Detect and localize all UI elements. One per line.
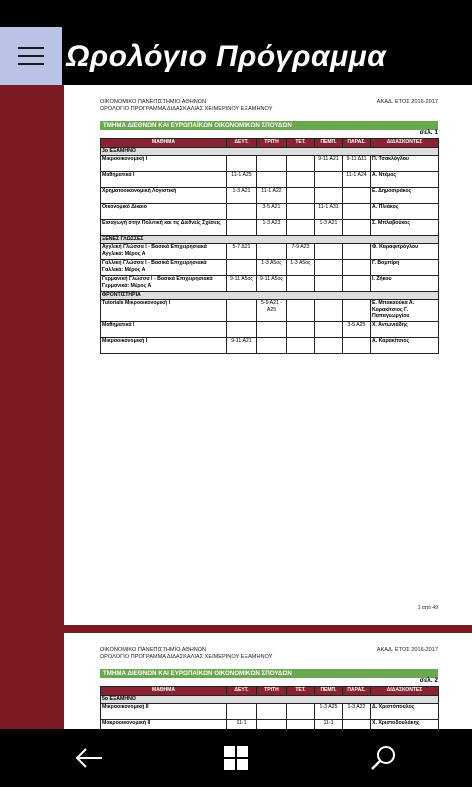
thursday-cell: [315, 172, 343, 188]
wednesday-cell: [287, 156, 315, 172]
table-row: [101, 720, 439, 730]
subject-cell: Μαθηματικά Ι: [101, 172, 227, 188]
subject-cell: Χρηματοοικονομική Λογιστική: [101, 188, 227, 204]
friday-cell: [343, 188, 371, 204]
teacher-cell: Α. Καρακίτσιος: [371, 338, 439, 354]
app-header: [0, 27, 472, 85]
section-label: 3ο ΕΞΑΜΗΝΟ: [101, 148, 439, 156]
column-header: ΔΙΔΑΣΚΟΝΤΕΣ: [371, 687, 439, 696]
column-header: ΔΙΔΑΣΚΟΝΤΕΣ: [371, 139, 439, 148]
tuesday-cell: [257, 244, 287, 260]
subject-cell: Μικροοικονομική Ι: [101, 156, 227, 172]
tuesday-cell: [257, 704, 287, 720]
tuesday-cell: 5-9 Α21 - Α25: [257, 300, 287, 322]
system-nav-bar: [0, 729, 472, 787]
wednesday-cell: [287, 220, 315, 236]
thursday-cell: [315, 244, 343, 260]
subject-cell: Γερμανική Γλώσσα Ι - Βασικά Επιχειρησιακά Γερμανικά: Μέρος Α: [101, 276, 227, 292]
wednesday-cell: [287, 704, 315, 720]
thursday-cell: 9-11 Α21: [315, 156, 343, 172]
subject-cell: Tutorials Μικροοικονομική Ι: [101, 300, 227, 322]
monday-cell: [227, 220, 257, 236]
thursday-cell: 1-3 Α21: [315, 220, 343, 236]
section-label: ΞΕΝΕΣ ΓΛΩΣΣΕΣ: [101, 236, 439, 244]
friday-cell: [343, 244, 371, 260]
table-row: [101, 188, 439, 204]
thursday-cell: [315, 188, 343, 204]
tuesday-cell: 3-5 Α21: [257, 204, 287, 220]
academic-year: ΑΚΑΔ. ΕΤΟΣ 2016-2017: [376, 647, 438, 653]
university-name: ΟΙΚΟΝΟΜΙΚΟ ΠΑΝΕΠΙΣΤΗΜΙΟ ΑΘΗΝΩΝ: [100, 647, 207, 653]
back-button[interactable]: [44, 729, 134, 787]
start-button[interactable]: [191, 729, 281, 787]
table-row: [101, 704, 439, 720]
subject-cell: Οικονομικό Δίκαιο: [101, 204, 227, 220]
monday-cell: 9-11 Α21: [227, 338, 257, 354]
monday-cell: [227, 322, 257, 338]
subject-cell: Μικροοικονομική ΙΙ: [101, 704, 227, 720]
wednesday-cell: [287, 338, 315, 354]
schedule-table: [100, 686, 439, 729]
tuesday-cell: [257, 172, 287, 188]
thursday-cell: [315, 300, 343, 322]
column-header: ΤΡΙΤΗ: [257, 687, 287, 696]
section-row: [101, 236, 439, 244]
friday-cell: [343, 260, 371, 276]
friday-cell: 3-5 Α25: [343, 322, 371, 338]
teacher-cell: Φ. Καραφιτρόγλου: [371, 244, 439, 260]
teacher-cell: Ι. Ζήκου: [371, 276, 439, 292]
page-footer: 1 από 49: [417, 605, 438, 611]
table-row: [101, 220, 439, 236]
app-title: Ωρολόγιο Πρόγραμμα: [66, 40, 387, 73]
table-row: [101, 338, 439, 354]
monday-cell: [227, 156, 257, 172]
subject-cell: Εισαγωγή στην Πολιτική και τις Διεθνείς Σχέσεις: [101, 220, 227, 236]
subject-cell: Μικροοικονομική Ι: [101, 338, 227, 354]
friday-cell: [343, 220, 371, 236]
tuesday-cell: 1-3 Α23: [257, 220, 287, 236]
department-banner: ΤΜΗΜΑ ΔΙΕΘΝΩΝ ΚΑΙ ΕΥΡΩΠΑΪΚΩΝ ΟΙΚΟΝΟΜΙΚΩΝ ΣΠΟΥΔΩΝ: [100, 669, 438, 678]
monday-cell: [227, 704, 257, 720]
table-row: [101, 244, 439, 260]
tuesday-cell: 11-1 Α22: [257, 188, 287, 204]
wednesday-cell: 1-3 Α5ος: [287, 260, 315, 276]
thursday-cell: 11-1 Α31: [315, 204, 343, 220]
menu-button[interactable]: [0, 27, 62, 85]
column-header: ΤΕΤ.: [287, 139, 315, 148]
wednesday-cell: [287, 204, 315, 220]
friday-cell: [343, 720, 371, 730]
teacher-cell: Α. Ντέμος: [371, 172, 439, 188]
thursday-cell: [315, 322, 343, 338]
tuesday-cell: [257, 338, 287, 354]
wednesday-cell: [287, 720, 315, 730]
column-header: ΠΑΡΑΣ.: [343, 139, 371, 148]
document-page-2: [64, 633, 472, 729]
table-row: [101, 204, 439, 220]
windows-start-icon: [223, 745, 249, 771]
column-header: ΠΑΡΑΣ.: [343, 687, 371, 696]
monday-cell: 5-7 Δ21: [227, 244, 257, 260]
tuesday-cell: 9-11 Α5ος: [257, 276, 287, 292]
teacher-cell: Χ. Αντωνιάδης: [371, 322, 439, 338]
friday-cell: 1-3 Α22: [343, 704, 371, 720]
table-row: [101, 322, 439, 338]
teacher-cell: Α. Πλιάκος: [371, 204, 439, 220]
friday-cell: [343, 276, 371, 292]
column-header: ΜΑΘΗΜΑ: [101, 687, 227, 696]
section-label: ΦΡΟΝΤΙΣΤΗΡΙΑ: [101, 292, 439, 300]
document-page-1: [64, 85, 472, 625]
teacher-cell: Χ. Χριστοδουλάκης: [371, 720, 439, 730]
friday-cell: 11-1 Α24: [343, 172, 371, 188]
table-row: [101, 300, 439, 322]
monday-cell: 1-3 Α21: [227, 188, 257, 204]
table-header-row: [101, 139, 439, 148]
tuesday-cell: [257, 720, 287, 730]
thursday-cell: [315, 338, 343, 354]
page-label: σελ. 1: [419, 129, 438, 136]
monday-cell: 9-11 Α5ος: [227, 276, 257, 292]
wednesday-cell: [287, 322, 315, 338]
column-header: ΤΡΙΤΗ: [257, 139, 287, 148]
section-row: [101, 292, 439, 300]
department-banner: ΤΜΗΜΑ ΔΙΕΘΝΩΝ ΚΑΙ ΕΥΡΩΠΑΪΚΩΝ ΟΙΚΟΝΟΜΙΚΩΝ ΣΠΟΥΔΩΝ: [100, 121, 438, 130]
teacher-cell: Σ. Μπλαβούκος: [371, 220, 439, 236]
wednesday-cell: 7-9 Α23: [287, 244, 315, 260]
monday-cell: [227, 260, 257, 276]
schedule-table: [100, 138, 439, 354]
subject-cell: Γαλλική Γλώσσα Ι - Βασικά Επιχειρησιακά Γαλλικά: Μέρος Α: [101, 260, 227, 276]
wednesday-cell: [287, 172, 315, 188]
thursday-cell: 1-3 Α25: [315, 704, 343, 720]
friday-cell: [343, 300, 371, 322]
subject-cell: Αγγλική Γλώσσα Ι - Βασικά Επιχειρησιακά Αγγλικά: Μέρος Α: [101, 244, 227, 260]
teacher-cell: Ε. Μπακαούκα Α. Καρακίτσιος Γ. Παπαγεωργίου: [371, 300, 439, 322]
thursday-cell: 11-1: [315, 720, 343, 730]
section-row: [101, 696, 439, 704]
friday-cell: 9-11 Δ11: [343, 156, 371, 172]
wednesday-cell: [287, 188, 315, 204]
thursday-cell: [315, 260, 343, 276]
document-viewer[interactable]: [0, 85, 472, 729]
search-icon: [369, 744, 397, 772]
column-header: ΤΕΤ.: [287, 687, 315, 696]
table-row: [101, 172, 439, 188]
hamburger-menu-icon: [18, 55, 44, 57]
hamburger-menu-icon: [18, 63, 44, 65]
column-header: ΠΕΜΠ.: [315, 687, 343, 696]
status-bar: [0, 0, 472, 27]
hamburger-menu-icon: [18, 47, 44, 49]
column-header: ΜΑΘΗΜΑ: [101, 139, 227, 148]
table-header-row: [101, 687, 439, 696]
back-arrow-icon: [74, 746, 104, 770]
friday-cell: [343, 204, 371, 220]
section-row: [101, 148, 439, 156]
column-header: ΠΕΜΠ.: [315, 139, 343, 148]
monday-cell: 11-1: [227, 720, 257, 730]
column-header: ΔΕΥΤ.: [227, 139, 257, 148]
table-row: [101, 260, 439, 276]
tuesday-cell: [257, 156, 287, 172]
section-label: 5ο ΕΞΑΜΗΝΟ: [101, 696, 439, 704]
friday-cell: [343, 338, 371, 354]
teacher-cell: Π. Τσακλόγλου: [371, 156, 439, 172]
table-row: [101, 276, 439, 292]
university-name: ΟΙΚΟΝΟΜΙΚΟ ΠΑΝΕΠΙΣΤΗΜΙΟ ΑΘΗΝΩΝ: [100, 99, 207, 105]
wednesday-cell: [287, 300, 315, 322]
wednesday-cell: [287, 276, 315, 292]
page-label: σελ. 2: [419, 677, 438, 684]
program-name: ΩΡΟΛΟΓΙΟ ΠΡΟΓΡΑΜΜΑ ΔΙΔΑΣΚΑΛΙΑΣ ΧΕΙΜΕΡΙΝΟΥ ΕΞΑΜΗΝΟΥ: [100, 106, 273, 112]
academic-year: ΑΚΑΔ. ΕΤΟΣ 2016-2017: [376, 99, 438, 105]
tuesday-cell: [257, 322, 287, 338]
monday-cell: 11-1 Α25: [227, 172, 257, 188]
teacher-cell: Δ. Χριστόπουλος: [371, 704, 439, 720]
thursday-cell: [315, 276, 343, 292]
teacher-cell: Γ. Βομπίρη: [371, 260, 439, 276]
search-button[interactable]: [338, 729, 428, 787]
monday-cell: [227, 300, 257, 322]
program-name: ΩΡΟΛΟΓΙΟ ΠΡΟΓΡΑΜΜΑ ΔΙΔΑΣΚΑΛΙΑΣ ΧΕΙΜΕΡΙΝΟΥ ΕΞΑΜΗΝΟΥ: [100, 654, 273, 660]
monday-cell: [227, 204, 257, 220]
subject-cell: Μακροοικονομική ΙΙ: [101, 720, 227, 730]
teacher-cell: Ε. Δημοσιράκος: [371, 188, 439, 204]
table-row: [101, 156, 439, 172]
subject-cell: Μαθηματικά Ι: [101, 322, 227, 338]
tuesday-cell: 1-3 Α5ος: [257, 260, 287, 276]
column-header: ΔΕΥΤ.: [227, 687, 257, 696]
